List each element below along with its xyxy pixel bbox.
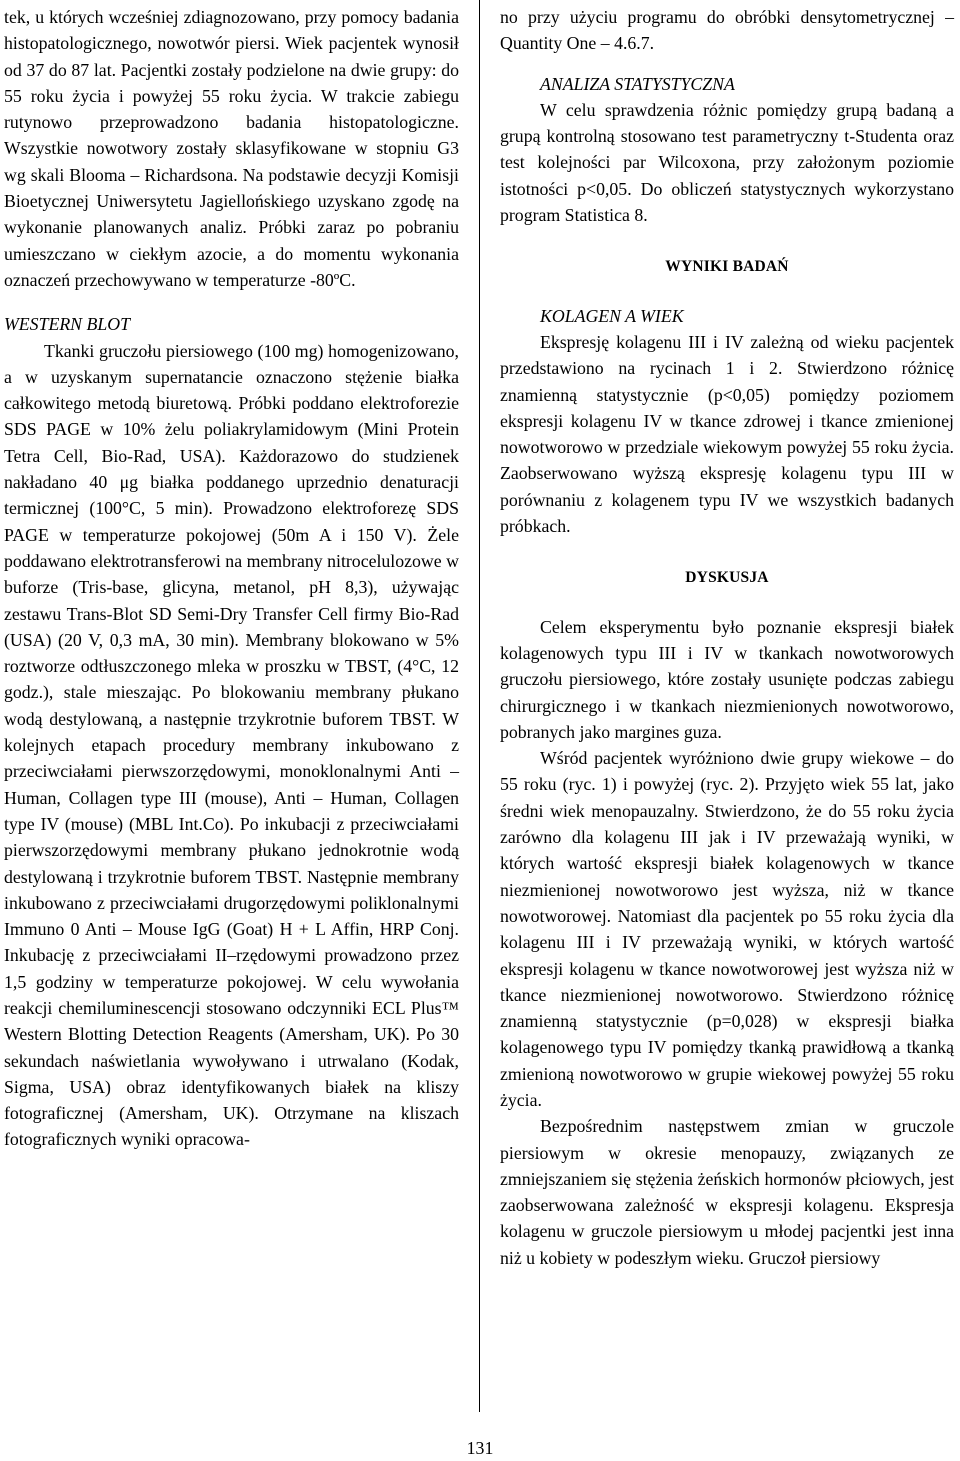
collagen-age-heading: KOLAGEN A WIEK: [540, 305, 684, 326]
collagen-age-paragraph: Ekspresję kolagenu III i IV zależną od wieku pacjentek przedstawiono na rycinach 1 i 2. Stwierdzono różnicę znamienną statystycznie (p<0,05) pomiędzy poziomem ekspresji kolagenu IV w tkance zdrowej i tkance zmienionej nowotworowo w przedziale wiekowym powyżej 55 roku życia. Zaobserwowano wyższą ekspresję kolagenu typu III w porównaniu z kolagenem typu IV we wszystkich badanych próbkach.: [500, 331, 954, 537]
discussion-paragraph-2: Wśród pacjentek wyróżniono dwie grupy wiekowe – do 55 roku (ryc. 1) i powyżej (ryc. 2). Przyjęto wiek 55 lat, jako średni wiek menopauzalny. Stwierdzono, że do 55 roku życia zarówno dla kolagenu III jak i IV przeważają wyniki, w których wartość ekspresji białek kolagenowych w tkance niezmienionej nowotworowo jest wyższa, niż w tkance nowotworowej. Natomiast dla pacjentek po 55 roku życia dla kolagenu III i IV przeważają wyniki, w których wartość ekspresji kolagenu w tkance nowotworowej jest wyższa niż w tkance niezmienionej nowotworowo. Stwierdzono różnicę znamienną statystycznie (p=0,028) w ekspresji białka kolagenowego typu IV pomiędzy tkanką prawidłową a tkanką zmienioną nowotworowo w grupie wiekowej powyżej 55 roku życia.: [500, 748, 954, 1110]
discussion-paragraph-3: Bezpośrednim następstwem zmian w gruczole piersiowym w okresie menopauzy, związanych ze zmniejszaniem się stężenia żeńskich hormonów płciowych, jest zaobserwowana zależność w ekspresji kolagenu. Ekspresja kolagenu w gruczole piersiowym u młodej pacjentki jest inna niż u kobiety w podeszłym wieku. Gruczoł piersiowy: [500, 1116, 954, 1268]
left-column: [4, 4, 459, 1153]
discussion-paragraph-1: Celem eksperymentu było poznanie ekspresji białek kolagenowych typu III i IV w tkankach nowotworowych gruczołu piersiowego, które zostały usunięte podczas zabiegu chirurgicznego i w tkankach niezmienionych nowotworowo, pobranych jako margines guza.: [500, 616, 954, 742]
statistics-heading: ANALIZA STATYSTYCZNA: [540, 73, 735, 94]
intro-paragraph: tek, u których wcześniej zdiagnozowano, przy pomocy badania histopatologicznego, nowotwór piersi. Wiek pacjentek wynosił od 37 do 87 lat. Pacjentki zostały podzielone na dwie grupy: do 55 roku życia i powyżej 55 roku życia. W trakcie zabiegu rutynowo przeprowadzono badania histopatologiczne. Wszystkie nowotwory zostały sklasyfikowane w stopniu G3 wg skali Blooma – Richardsona. Na podstawie decyzji Komisji Bioetycznej Uniwersytetu Jagiellońskiego uzyskano zgodę na wykonanie planowanych analiz. Próbki zaraz po pobraniu umieszczano w ciekłym azocie, a do momentu wykonania oznaczeń przechowywano w temperaturze -80ºC.: [4, 7, 459, 290]
statistics-paragraph: W celu sprawdzenia różnic pomiędzy grupą badaną a grupą kontrolną stosowano test parametryczny t-Studenta oraz test kolejności par Wilcoxona, przy założonym poziomie istotności p<0,05. Do obliczeń statystycznych wykorzystano program Statistica 8.: [500, 99, 954, 226]
western-blot-heading: WESTERN BLOT: [4, 314, 130, 335]
page-number: 131: [466, 1438, 494, 1458]
right-column: [500, 4, 954, 1271]
column-divider: [479, 0, 480, 1412]
results-heading: WYNIKI BADAŃ: [665, 258, 789, 276]
continued-paragraph: no przy użyciu programu do obróbki densytometrycznej – Quantity One – 4.6.7.: [500, 7, 954, 54]
discussion-heading: DYSKUSJA: [685, 569, 769, 587]
western-blot-paragraph: Tkanki gruczołu piersiowego (100 mg) homogenizowano, a w uzyskanym supernatancie oznaczono stężenie białka całkowitego metodą biuretową. Próbki poddano elektroforezie SDS PAGE w 10% żelu poliakrylamidowym (Mini Protein Tetra Cell, Bio-Rad, USA). Każdorazowo do studzienek nakładano 40 μg białka poddanego uprzednio denaturacji termicznej (100°C, 5 min). Prowadzono elektroforezę SDS PAGE w temperaturze pokojowej (50m A i 150 V). Żele poddawano elektrotransferowi na membrany nitrocelulozowe w buforze (Tris-base, glicyna, metanol, pH 8,3), używając zestawu Trans-Blot SD Semi-Dry Transfer Cell firmy Bio-Rad (USA) (20 V, 0,3 mA, 30 min). Membrany blokowano w 5% roztworze odtłuszczonego mleka w proszku w TBST, (4°C, 12 godz.), stale mieszając. Po blokowaniu membrany płukano wodą destylowaną, a następnie trzykrotnie buforem TBST. W kolejnych etapach procedury membrany inkubowano z przeciwciałami pierwszorzędowymi, monoklonalnymi Anti – Human, Collagen type III (mouse), Anti – Human, Collagen type IV (mouse) (MBL Int.Co). Po inkubacji z przeciwciałami pierwszorzędowymi membrany płukano jednokrotnie wodą destylowaną i trzykrotnie buforem TBST. Następnie membrany inkubowano z przeciwciałami drugorzędowymi poliklonalnymi Immuno 0 Anti – Mouse IgG (Goat) H + L Affin, HRP Conj. Inkubację z przeciwciałami II–rzędowymi prowadzono przez 1,5 godziny w temperaturze pokojowej. W celu wywołania reakcji chemiluminescencji stosowano odczynniki ECL Plus™ Western Blotting Detection Reagents (Amersham, UK). Po 30 sekundach naświetlania wywoływano i utrwalano (Kodak, Sigma, USA) obraz identyfikowanych białek na kliszy fotograficznej (Amersham, UK). Otrzymane na kliszach fotograficznych wyniki opracowa-: [4, 340, 459, 1150]
